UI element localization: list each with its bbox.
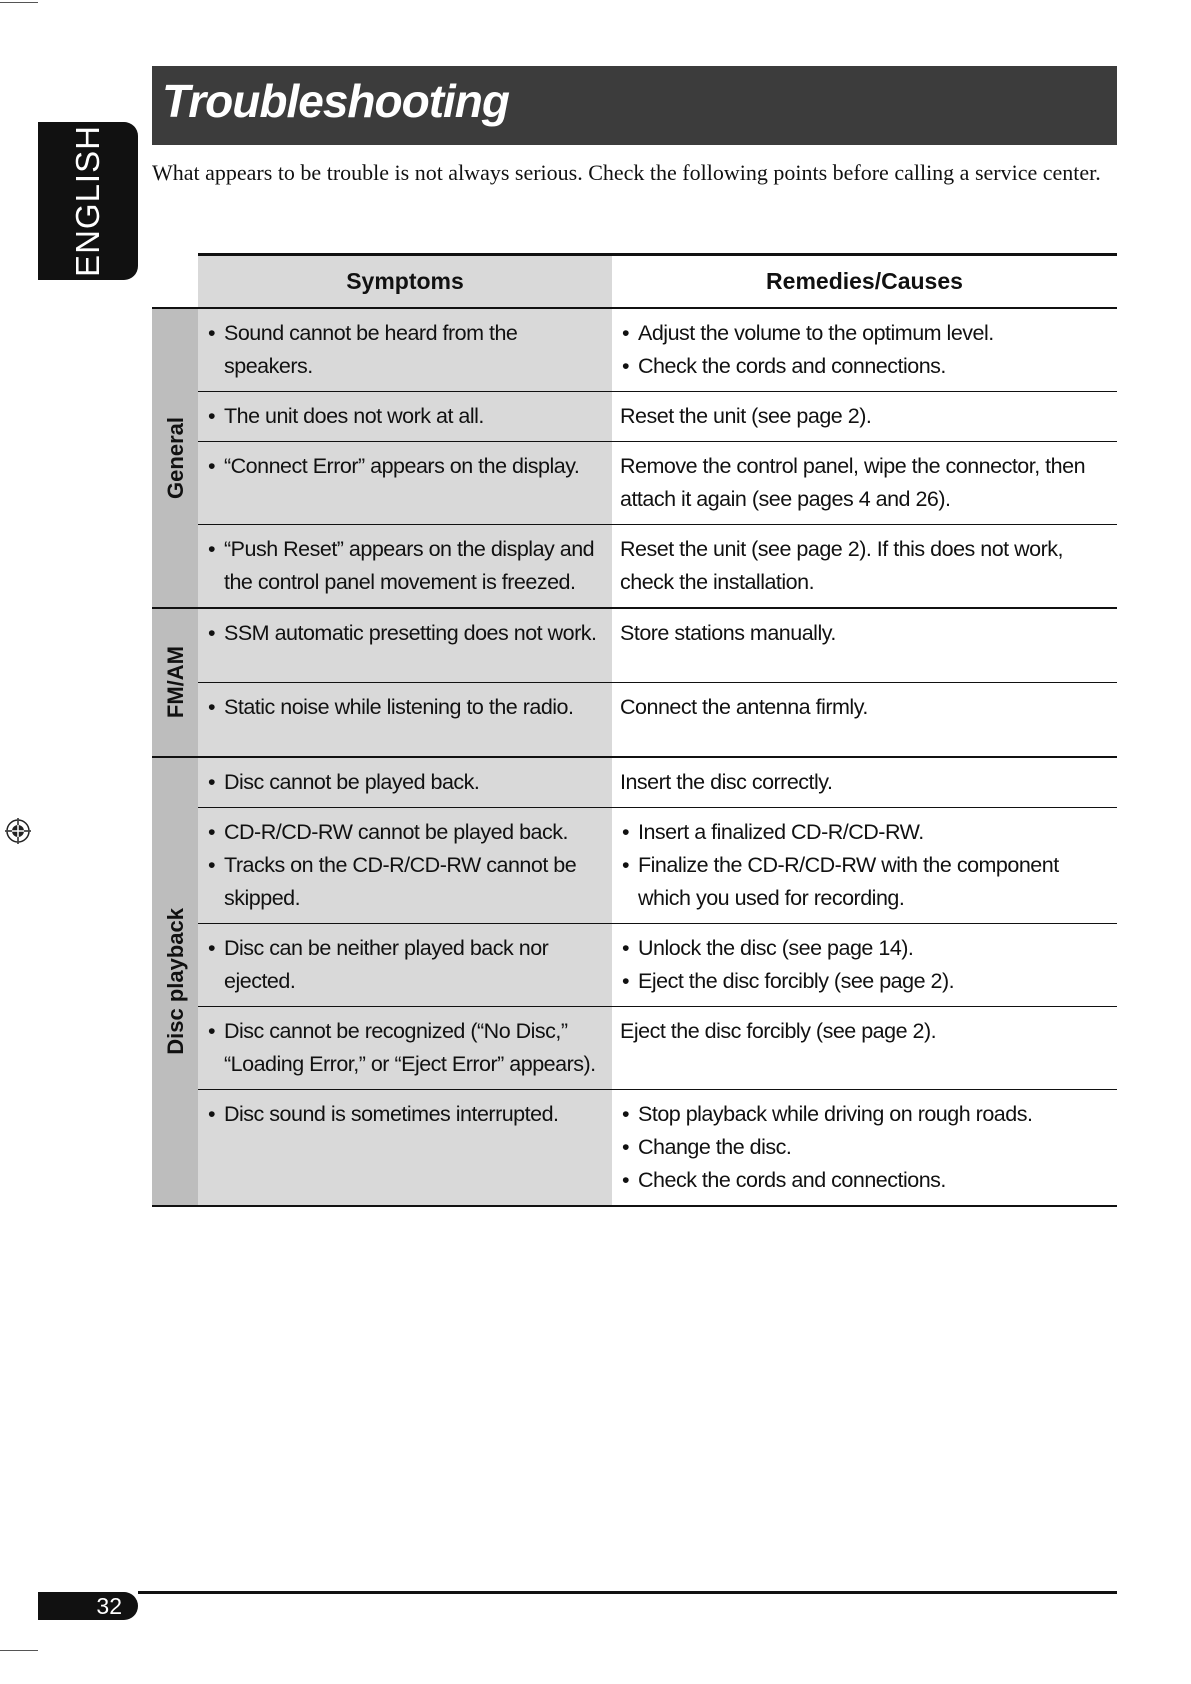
header-remedies: Remedies/Causes <box>612 255 1117 309</box>
list-item: • Static noise while listening to the radio. <box>206 691 606 724</box>
symptom-cell <box>198 392 612 442</box>
symptom-cell <box>198 1090 612 1207</box>
title-bar <box>152 66 1117 145</box>
crop-mark-bottom <box>0 1650 38 1651</box>
table-row <box>152 525 1117 609</box>
list-item: • Disc cannot be recognized (“No Disc,” “Loading Error,” or “Eject Error” appears). <box>206 1015 606 1081</box>
remedy-cell: Insert the disc correctly. <box>612 757 1117 808</box>
section-label: Disc playback <box>162 908 188 1055</box>
table-row <box>152 683 1117 758</box>
list-item: • Disc cannot be played back. <box>206 766 606 799</box>
remedy-cell <box>612 808 1117 924</box>
remedy-cell <box>612 1090 1117 1207</box>
table-header-row <box>152 255 1117 309</box>
language-tab-label: ENGLISH <box>69 125 106 277</box>
symptom-cell <box>198 757 612 808</box>
footer-rule <box>138 1591 1117 1594</box>
page-title: Troubleshooting <box>162 75 510 127</box>
list-item: • Check the cords and connections. <box>620 350 1111 383</box>
section-label-fm-am <box>152 608 198 757</box>
list-item: • Change the disc. <box>620 1131 1111 1164</box>
list-item: • Check the cords and connections. <box>620 1164 1111 1197</box>
symptom-cell <box>198 808 612 924</box>
header-spacer <box>152 255 198 309</box>
table-row <box>152 392 1117 442</box>
intro-text: What appears to be trouble is not always serious. Check the following points before calling a service center. <box>152 160 1101 185</box>
table-row <box>152 808 1117 924</box>
list-item: • Stop playback while driving on rough roads. <box>620 1098 1111 1131</box>
list-item: • SSM automatic presetting does not work. <box>206 617 606 650</box>
list-item: • Unlock the disc (see page 14). <box>620 932 1111 965</box>
remedy-cell: Eject the disc forcibly (see page 2). <box>612 1007 1117 1090</box>
symptom-cell <box>198 1007 612 1090</box>
symptom-cell <box>198 924 612 1007</box>
table-row <box>152 757 1117 808</box>
remedy-cell <box>612 308 1117 392</box>
remedy-cell <box>612 924 1117 1007</box>
list-item: • The unit does not work at all. <box>206 400 606 433</box>
list-item: • CD-R/CD-RW cannot be played back. <box>206 816 606 849</box>
list-item: • Sound cannot be heard from the speakers. <box>206 317 606 383</box>
section-label: FM/AM <box>162 646 188 719</box>
remedy-cell: Store stations manually. <box>612 608 1117 683</box>
list-item: • Disc sound is sometimes interrupted. <box>206 1098 606 1131</box>
table-row <box>152 608 1117 683</box>
registration-mark-icon <box>5 818 31 844</box>
symptom-cell <box>198 683 612 758</box>
table-row <box>152 1007 1117 1090</box>
list-item: • Adjust the volume to the optimum level. <box>620 317 1111 350</box>
list-item: • Eject the disc forcibly (see page 2). <box>620 965 1111 998</box>
list-item: • “Push Reset” appears on the display and the control panel movement is freezed. <box>206 533 606 599</box>
language-tab <box>38 122 138 280</box>
page-number: 32 <box>96 1593 122 1619</box>
remedy-cell: Connect the antenna firmly. <box>612 683 1117 758</box>
troubleshooting-table <box>152 253 1117 1207</box>
page-number-tab <box>38 1592 138 1620</box>
remedy-cell: Remove the control panel, wipe the connector, then attach it again (see pages 4 and 26). <box>612 442 1117 525</box>
symptom-cell <box>198 442 612 525</box>
list-item: • Insert a finalized CD-R/CD-RW. <box>620 816 1111 849</box>
section-label: General <box>162 417 188 499</box>
section-label-disc-playback <box>152 757 198 1206</box>
remedy-cell: Reset the unit (see page 2). If this does not work, check the installation. <box>612 525 1117 609</box>
symptom-cell <box>198 525 612 609</box>
symptom-cell <box>198 608 612 683</box>
list-item: • Finalize the CD-R/CD-RW with the component which you used for recording. <box>620 849 1111 915</box>
remedy-cell: Reset the unit (see page 2). <box>612 392 1117 442</box>
list-item: • Tracks on the CD-R/CD-RW cannot be skipped. <box>206 849 606 915</box>
table-row <box>152 1090 1117 1207</box>
list-item: • Disc can be neither played back nor ejected. <box>206 932 606 998</box>
crop-mark-top <box>0 2 38 3</box>
header-symptoms: Symptoms <box>198 255 612 309</box>
table-row <box>152 308 1117 392</box>
table-row <box>152 442 1117 525</box>
table-row <box>152 924 1117 1007</box>
symptom-cell <box>198 308 612 392</box>
list-item: • “Connect Error” appears on the display. <box>206 450 606 483</box>
section-label-general <box>152 308 198 608</box>
